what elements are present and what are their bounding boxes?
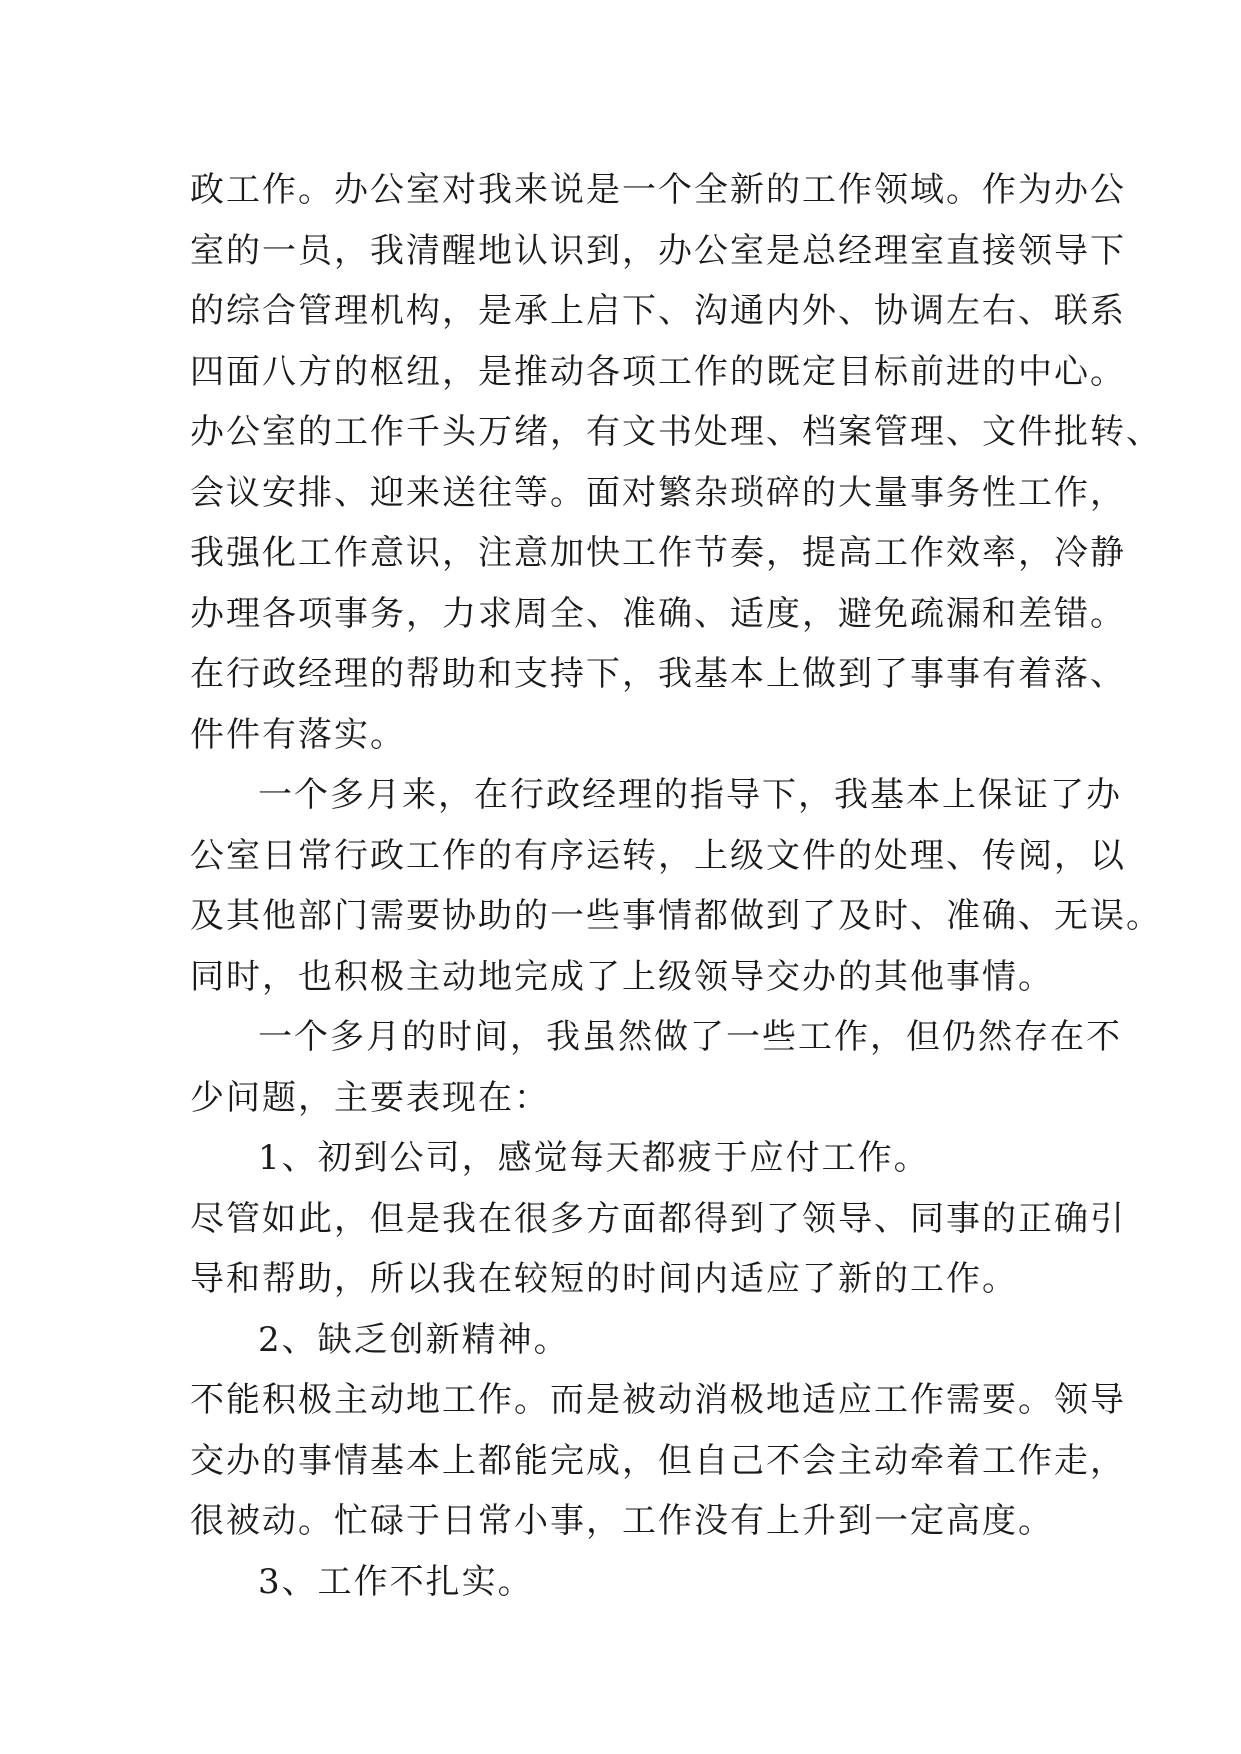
list-item-heading: 2、缺乏创新精神。: [258, 1319, 570, 1360]
text-line: 室的一员，我清醒地认识到，办公室是总经理室直接领导下: [190, 230, 1126, 271]
text-line: 同时，也积极主动地完成了上级领导交办的其他事情。: [190, 956, 1054, 997]
text-line: 会议安排、迎来送往等。面对繁杂琐碎的大量事务性工作，: [190, 472, 1126, 513]
text-line: 尽管如此，但是我在很多方面都得到了领导、同事的正确引: [190, 1198, 1126, 1239]
text-line: 公室日常行政工作的有序运转，上级文件的处理、传阅，以: [190, 835, 1126, 876]
text-line: 办公室的工作千头万绪，有文书处理、档案管理、文件批转、: [190, 412, 1162, 452]
text-line: 交办的事情基本上都能完成，但自己不会主动牵着工作走，: [190, 1440, 1126, 1481]
text-line: 很被动。忙碌于日常小事，工作没有上升到一定高度。: [190, 1501, 1054, 1541]
text-line: 我强化工作意识，注意加快工作节奏，提高工作效率，冷静: [190, 533, 1126, 573]
text-line: 件件有落实。: [190, 714, 406, 755]
text-line: 少问题，主要表现在：: [190, 1077, 550, 1118]
list-item-heading: 3、工作不扎实。: [258, 1561, 534, 1602]
text-line: 四面八方的枢纽，是推动各项工作的既定目标前进的中心。: [190, 351, 1126, 392]
text-line: 的综合管理机构，是承上启下、沟通内外、协调左右、联系: [190, 291, 1126, 331]
text-line: 办理各项事务，力求周全、准确、适度，避免疏漏和差错。: [190, 593, 1126, 634]
text-line: 政工作。办公室对我来说是一个全新的工作领域。作为办公: [190, 170, 1126, 210]
paragraph-first-line: 一个多月来，在行政经理的指导下，我基本上保证了办: [258, 775, 1122, 815]
text-line: 导和帮助，所以我在较短的时间内适应了新的工作。: [190, 1259, 1018, 1299]
list-item-heading: 1、初到公司，感觉每天都疲于应付工作。: [258, 1138, 930, 1178]
text-line: 在行政经理的帮助和支持下，我基本上做到了事事有着落、: [190, 654, 1126, 694]
document-body: [190, 160, 1162, 1612]
text-line: 及其他部门需要协助的一些事情都做到了及时、准确、无误。: [190, 896, 1162, 936]
paragraph-first-line: 一个多月的时间，我虽然做了一些工作，但仍然存在不: [258, 1017, 1122, 1057]
text-line: 不能积极主动地工作。而是被动消极地适应工作需要。领导: [190, 1380, 1126, 1420]
